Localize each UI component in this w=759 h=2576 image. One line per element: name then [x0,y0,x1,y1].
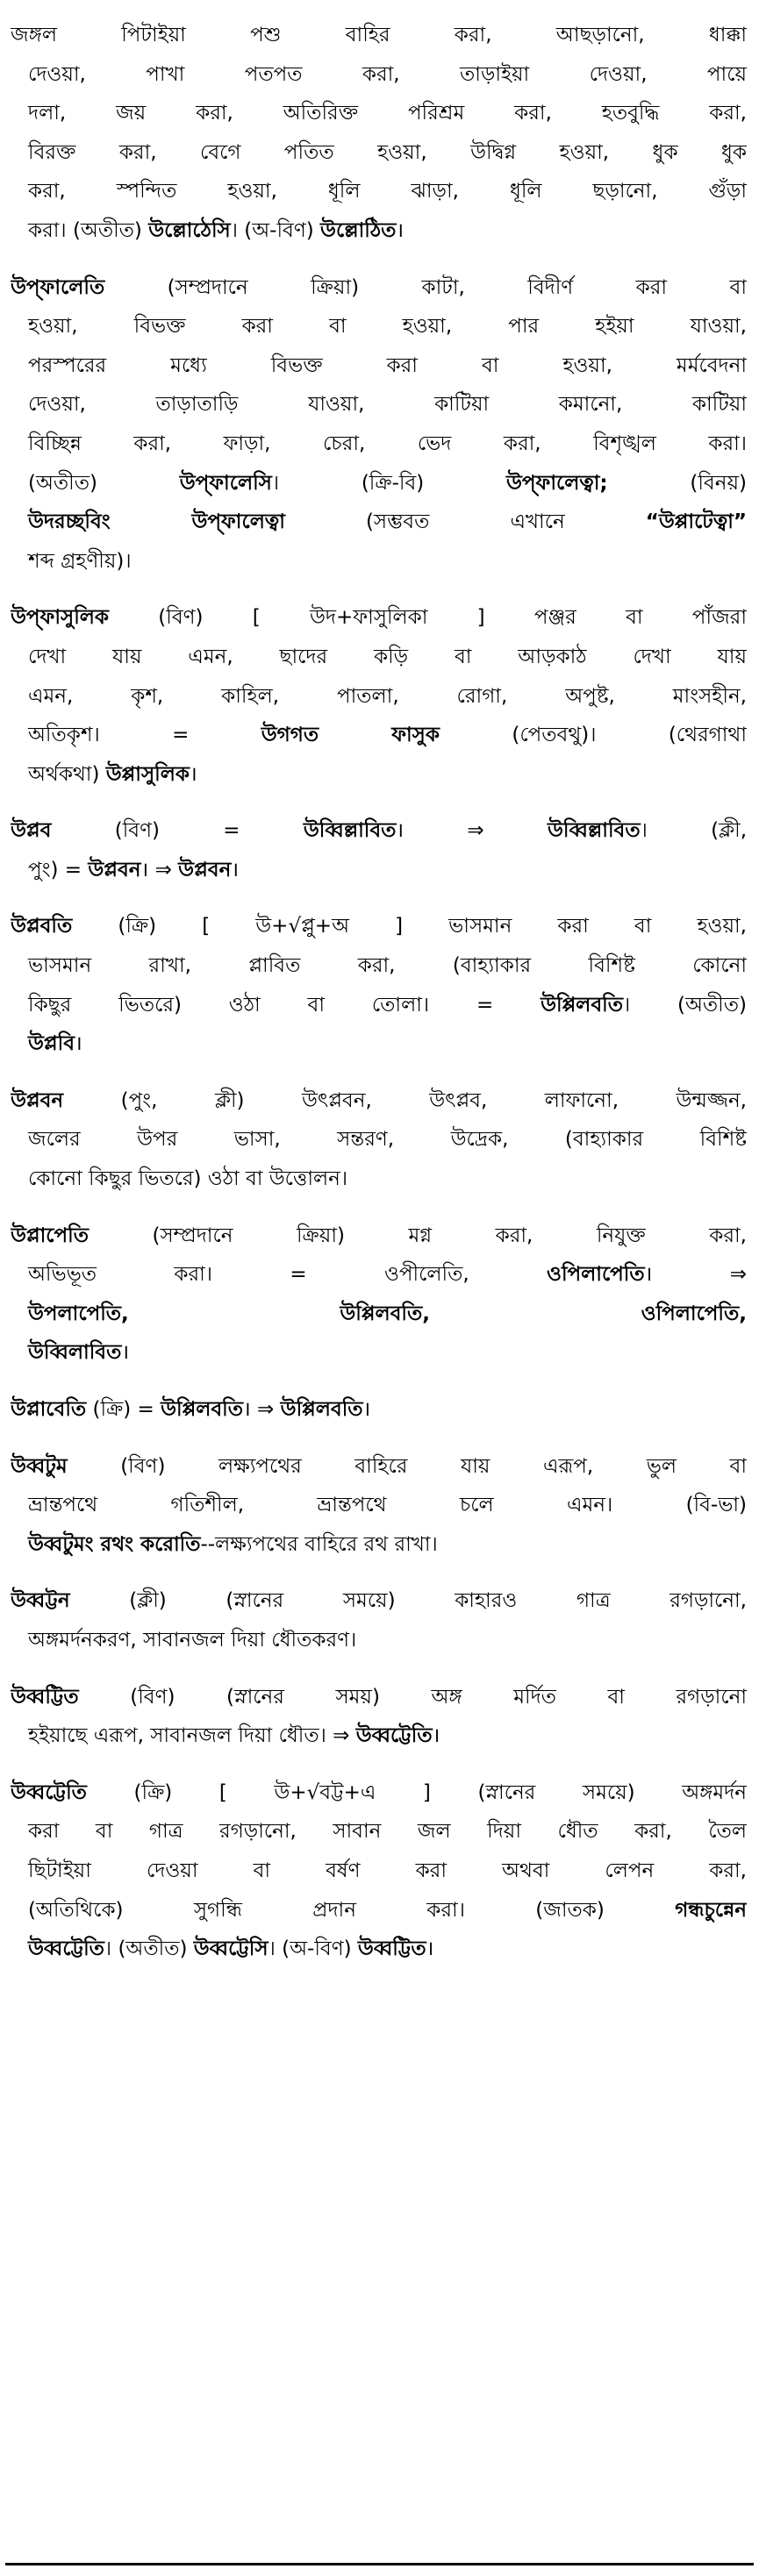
definition-text: ভাসমান রাখা, প্লাবিত করা, (বাহ্যাকার বিশিষ্ট কোনো [28,954,747,978]
definition-text: । [426,1937,434,1961]
headword-text: উব্বট্টেতি [28,1937,104,1961]
entry-line [11,1621,747,1660]
entry-line [11,172,747,211]
definition-text: । [121,1341,130,1365]
entry-line [11,716,747,755]
entry-headline [11,1447,747,1487]
definition-text: এমন, কৃশ, কাহিল, পাতলা, রোগা, অপুষ্ট, মাংসহীন, [28,684,747,708]
headword-text: উব্বট্টেসি [193,1937,269,1961]
definition-text: (পেতবথু)। (থেরগাথা [439,724,747,747]
definition-text: (সম্প্রদানে ক্রিয়া) কাটা, বিদীর্ণ করা বা [104,275,747,299]
dictionary-entry [11,1447,747,1565]
entry-headline [11,268,747,308]
definition-text: (অতিথিকে) সুগন্ধি প্রদান করা। (জাতক) [28,1898,676,1922]
definition-text: । ⇒ [396,819,548,843]
entry-line [11,346,747,386]
headword-text: উপ্লাবেতি [11,1398,87,1421]
headword-text: উপ্ফাসুলিক [11,606,110,630]
entry-line [11,677,747,717]
headword-text: উব্বট্টেতি [355,1724,433,1748]
definition-text: করা, স্পন্দিত হওয়া, ধূলি ঝাড়া, ধূলি ছড়ানো, গুঁড়া [28,180,747,203]
definition-text: (বিণ) [ উদ+ফাসুলিকা ] পঞ্জর বা পাঁজরা [109,606,747,630]
definition-text: । (ক্রি-বি) [271,471,507,495]
entry-headline [11,1773,747,1813]
dictionary-entry [11,907,747,1063]
entry-headline [11,1390,747,1430]
headword-text: উপ্লবন [178,858,232,881]
entry-line [11,1295,747,1334]
definition-text: । (অতীত) [104,1937,194,1961]
definition-text: করা। (অতীত) [28,218,149,242]
dictionary-entry [11,1678,747,1756]
headword-text: ওপিলাপেতি [547,1263,645,1287]
definition-text: কিছুর ভিতরে) ওঠা বা তোলা। = [28,993,541,1017]
headword-text: উব্বিল্লাবিত [303,819,397,843]
definition-text: করা বা গাত্র রগড়ানো, সাবান জল দিয়া ধৌত করা, তৈল [28,1820,747,1844]
definition-text: । [189,762,197,786]
definition-text: বিচ্ছিন্ন করা, ফাড়া, চেরা, ভেদ করা, বিশৃঙ্খল করা। [28,432,747,455]
headword-text: ওপিলাপেতি, [641,1302,747,1325]
entry-line [11,307,747,346]
entry-line [11,1716,747,1756]
definition-text [430,1302,641,1325]
headword-text: উদরচ্ছবিং উপ্ফালেত্বা [28,510,285,534]
entry-line [11,385,747,425]
definition-text: (পুং, ক্লী) উৎপ্লবন, উৎপ্লব, লাফানো, উন্মজ্জন, [63,1088,747,1112]
entry-line [11,464,747,503]
headword-text: উগগত ফাসুক [261,724,440,747]
dictionary-entry [11,268,747,582]
entry-headline [11,16,747,55]
definition-text: (বিণ) লক্ষ্যপথের বাহিরে যায় এরূপ, ভুল বা [67,1454,747,1478]
definition-text: (বিনয়) [607,471,747,495]
headword-text: উব্বটুম [11,1454,68,1478]
headword-text: উব্বট্টিত [11,1685,79,1709]
definition-text: দেওয়া, পাখা পতপত করা, তাড়াইয়া দেওয়া, পায়ে [28,62,747,86]
entry-line [11,1525,747,1565]
entry-line [11,1160,747,1199]
entry-line [11,638,747,677]
definition-text: অভিভূত করা। = ওপীলেতি, [28,1263,548,1287]
headword-text: উব্বিল্লাবিত [548,819,641,843]
definition-text: অর্থকথা) [28,762,106,786]
headword-text: উব্বট্টন [11,1589,70,1613]
entry-headline [11,811,747,851]
headword-text: উপ্পিলবতি, [340,1302,431,1325]
definition-text: (অতীত) [28,471,180,495]
definition-text: । [231,858,240,881]
definition-text: (ক্লী) (স্নানের সময়ে) কাহারও গাত্র রগড়ানো, [69,1589,747,1613]
definition-text: অতিকৃশ। = [28,724,261,747]
definition-text: কোনো কিছুর ভিতরে) ওঠা বা উত্তোলন। [28,1167,348,1191]
entry-headline [11,907,747,946]
headword-text: উব্বটুমং রথং করোতি [28,1532,201,1556]
headword-text: উব্বিলাবিত [28,1341,122,1365]
entry-line [11,94,747,133]
definition-text: । (অ-বিণ) [268,1937,358,1961]
headword-text: “উপ্পাটেত্বা” [645,510,747,534]
definition-text: পরস্পরের মধ্যে বিভক্ত করা বা হওয়া, মর্মবেদনা [28,353,747,377]
definition-text: । [432,1724,440,1748]
dictionary-entry [11,1390,747,1430]
definition-text: পুং) = [28,858,89,881]
dictionary-entry [11,1217,747,1373]
entry-line [11,1024,747,1064]
definition-text: । ⇒ [243,1398,281,1421]
definition-text: । (অ-বিণ) [230,218,321,242]
dictionary-entry [11,598,747,794]
definition-text: (সম্প্রদানে ক্রিয়া) মগ্ন করা, নিযুক্ত করা, [88,1224,747,1247]
definition-text: --লক্ষ্যপথের বাহিরে রথ রাখা। [200,1532,438,1556]
entry-line [11,946,747,986]
bottom-rule [5,2563,754,2565]
definition-text: । (ক্লী, [640,819,747,843]
definition-text: দেওয়া, তাড়াতাড়ি যাওয়া, কাটিয়া কমানো, কাটিয়া [28,393,747,417]
headword-text: উপ্লবন [11,1088,64,1112]
headword-text: উপলাপেতি, [28,1302,129,1325]
headword-text: উপ্পাসুলিক [105,762,190,786]
definition-text: (বিণ) = [51,819,304,843]
headword-text: উপ্ফালেতি [11,275,105,299]
definition-text: । (অতীত) [622,993,747,1017]
definition-text: বিরক্ত করা, বেগে পতিত হওয়া, উদ্বিগ্ন হওয়া, ধুক ধুক [28,140,747,164]
entry-line [11,851,747,890]
entry-headline [11,1217,747,1256]
headword-text: উপ্পিলবতি [161,1398,244,1421]
entry-headline [11,598,747,638]
definition-text: হইয়াছে এরূপ, সাবানজল দিয়া ধৌত। ⇒ [28,1724,356,1748]
definition-text: (ক্রি) [ উ+√বট্ট+এ ] (স্নানের সময়ে) অঙ্গমর্দন [86,1780,747,1804]
headword-text: উপ্লবতি [11,915,73,938]
headword-text: উপ্পিলবতি [541,993,623,1017]
definition-text: ছিটাইয়া দেওয়া বা বর্ষণ করা অথবা লেপন করা, [28,1859,747,1882]
entry-line [11,133,747,173]
headword-text: উপ্লবন [88,858,141,881]
entry-list [11,16,747,1969]
headword-text: উপ্ফালেসি [179,471,272,495]
entry-line [11,755,747,795]
headword-text: উপ্লবি [28,1032,75,1056]
entry-headline [11,1081,747,1121]
definition-text: অঙ্গমর্দনকরণ, সাবানজল দিয়া ধৌতকরণ। [28,1628,357,1652]
definition-text: জঙ্গল পিটাইয়া পশু বাহির করা, আছড়ানো, ধাক্কা [11,24,747,46]
definition-text: (ক্রি) = [86,1398,161,1421]
headword-text: উব্বট্টিত [357,1937,426,1961]
definition-text: (বিণ) (স্নানের সময়) অঙ্গ মর্দিত বা রগড়ানো [78,1685,747,1709]
headword-text: উব্বট্টেতি [11,1780,87,1804]
dictionary-entry [11,1081,747,1199]
headword-text: উপ্লাপেতি [11,1224,89,1247]
entry-line [11,425,747,464]
headword-text: উপ্পিলবতি [280,1398,363,1421]
entry-line [11,503,747,542]
headword-text: উল্লোঠিত [320,218,397,242]
definition-text: জলের উপর ভাসা, সন্তরণ, উদ্রেক, (বাহ্যাকার বিশিষ্ট [28,1128,747,1152]
definition-text: দলা, জয় করা, অতিরিক্ত পরিশ্রম করা, হতবুদ্ধি করা, [28,102,747,125]
definition-text: (সম্ভবত এখানে [284,510,646,534]
dictionary-entry [11,811,747,889]
definition-text: । ⇒ [140,858,179,881]
definition-text: (ক্রি) [ উ+√প্লু+অ ] ভাসমান করা বা হওয়া, [72,915,747,938]
dictionary-entry [11,1773,747,1969]
dictionary-entry [11,16,747,251]
definition-text: । ⇒ [644,1263,747,1287]
headword-text: উল্লোঠেসি [148,218,231,242]
entry-line [11,986,747,1025]
entry-line [11,1812,747,1852]
entry-line [11,1120,747,1160]
entry-line [11,542,747,582]
headword-text: গন্ধচুন্নেন [675,1898,747,1922]
definition-text: শব্দ গ্রহণীয়)। [28,549,132,573]
entry-line [11,1930,747,1969]
definition-text [129,1302,340,1325]
entry-headline [11,1581,747,1621]
entry-line [11,1852,747,1891]
definition-text: হওয়া, বিভক্ত করা বা হওয়া, পার হইয়া যাওয়া, [28,315,747,339]
entry-line [11,1333,747,1373]
entry-line [11,1486,747,1525]
definition-text: । [362,1398,371,1421]
headword-text: উপ্লব [11,819,52,843]
entry-line [11,55,747,95]
entry-line [11,1255,747,1295]
entry-headline [11,1678,747,1717]
definition-text: । [75,1032,82,1056]
definition-text: । [396,218,405,242]
definition-text: ভ্রান্তপথে গতিশীল, ভ্রান্তপথে চলে এমন। (বি-ভা) [28,1494,747,1517]
entry-line [11,211,747,251]
dictionary-entry [11,1581,747,1659]
entry-line [11,1891,747,1930]
definition-text: দেখা যায় এমন, ছাদের কড়ি বা আড়কাঠ দেখা যায় [28,645,747,668]
headword-text: উপ্ফালেত্বা; [506,471,608,495]
